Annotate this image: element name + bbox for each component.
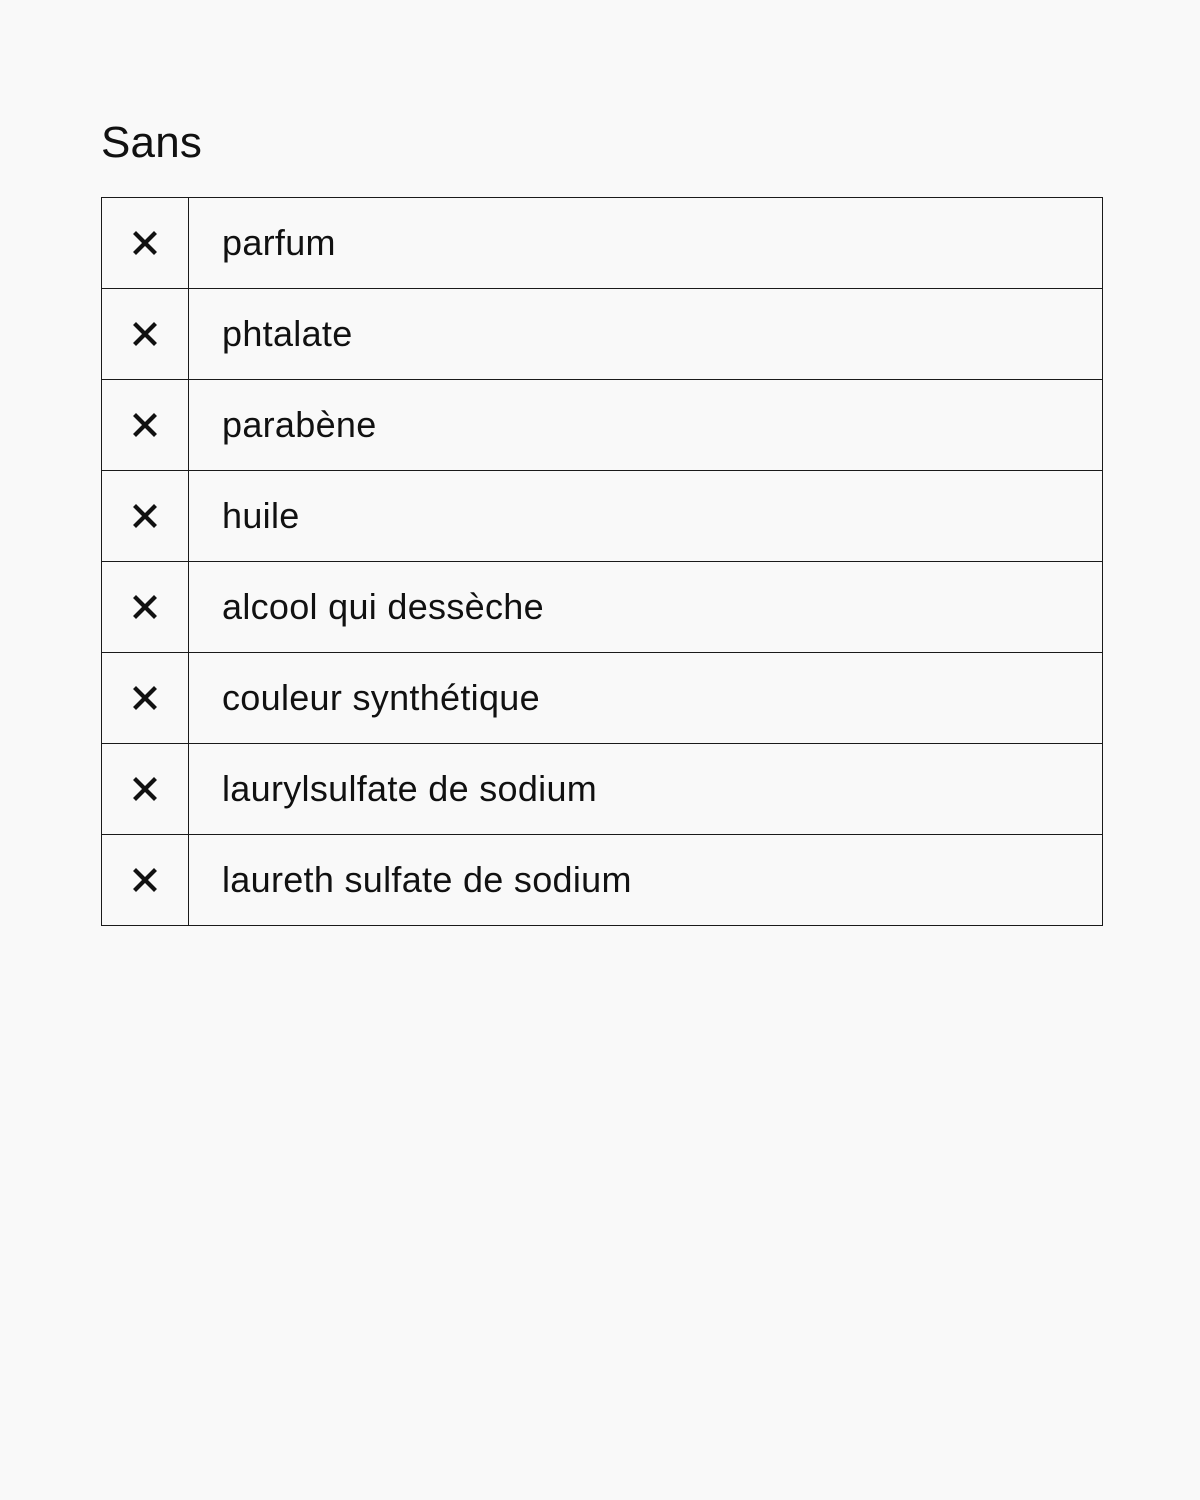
list-item <box>102 562 1103 653</box>
list-item-label: huile <box>189 471 1103 562</box>
list-item-label: parfum <box>189 198 1103 289</box>
x-icon <box>131 775 159 803</box>
list-item <box>102 289 1103 380</box>
x-icon <box>131 866 159 894</box>
list-item <box>102 835 1103 926</box>
mark-cell <box>102 562 189 653</box>
list-item-label: alcool qui dessèche <box>189 562 1103 653</box>
page-title: Sans <box>101 118 203 167</box>
list-item-label: laureth sulfate de sodium <box>189 835 1103 926</box>
x-icon <box>131 684 159 712</box>
list-item-label: couleur synthétique <box>189 653 1103 744</box>
mark-cell <box>102 653 189 744</box>
list-item <box>102 471 1103 562</box>
list-item <box>102 380 1103 471</box>
x-icon <box>131 593 159 621</box>
list-item-label: phtalate <box>189 289 1103 380</box>
mark-cell <box>102 289 189 380</box>
mark-cell <box>102 835 189 926</box>
x-icon <box>131 320 159 348</box>
x-icon <box>131 229 159 257</box>
mark-cell <box>102 198 189 289</box>
free-from-list <box>101 197 1103 926</box>
list-item <box>102 198 1103 289</box>
list-item-label: parabène <box>189 380 1103 471</box>
x-icon <box>131 502 159 530</box>
mark-cell <box>102 380 189 471</box>
list-item-label: laurylsulfate de sodium <box>189 744 1103 835</box>
list-item <box>102 744 1103 835</box>
x-icon <box>131 411 159 439</box>
mark-cell <box>102 744 189 835</box>
mark-cell <box>102 471 189 562</box>
list-item <box>102 653 1103 744</box>
